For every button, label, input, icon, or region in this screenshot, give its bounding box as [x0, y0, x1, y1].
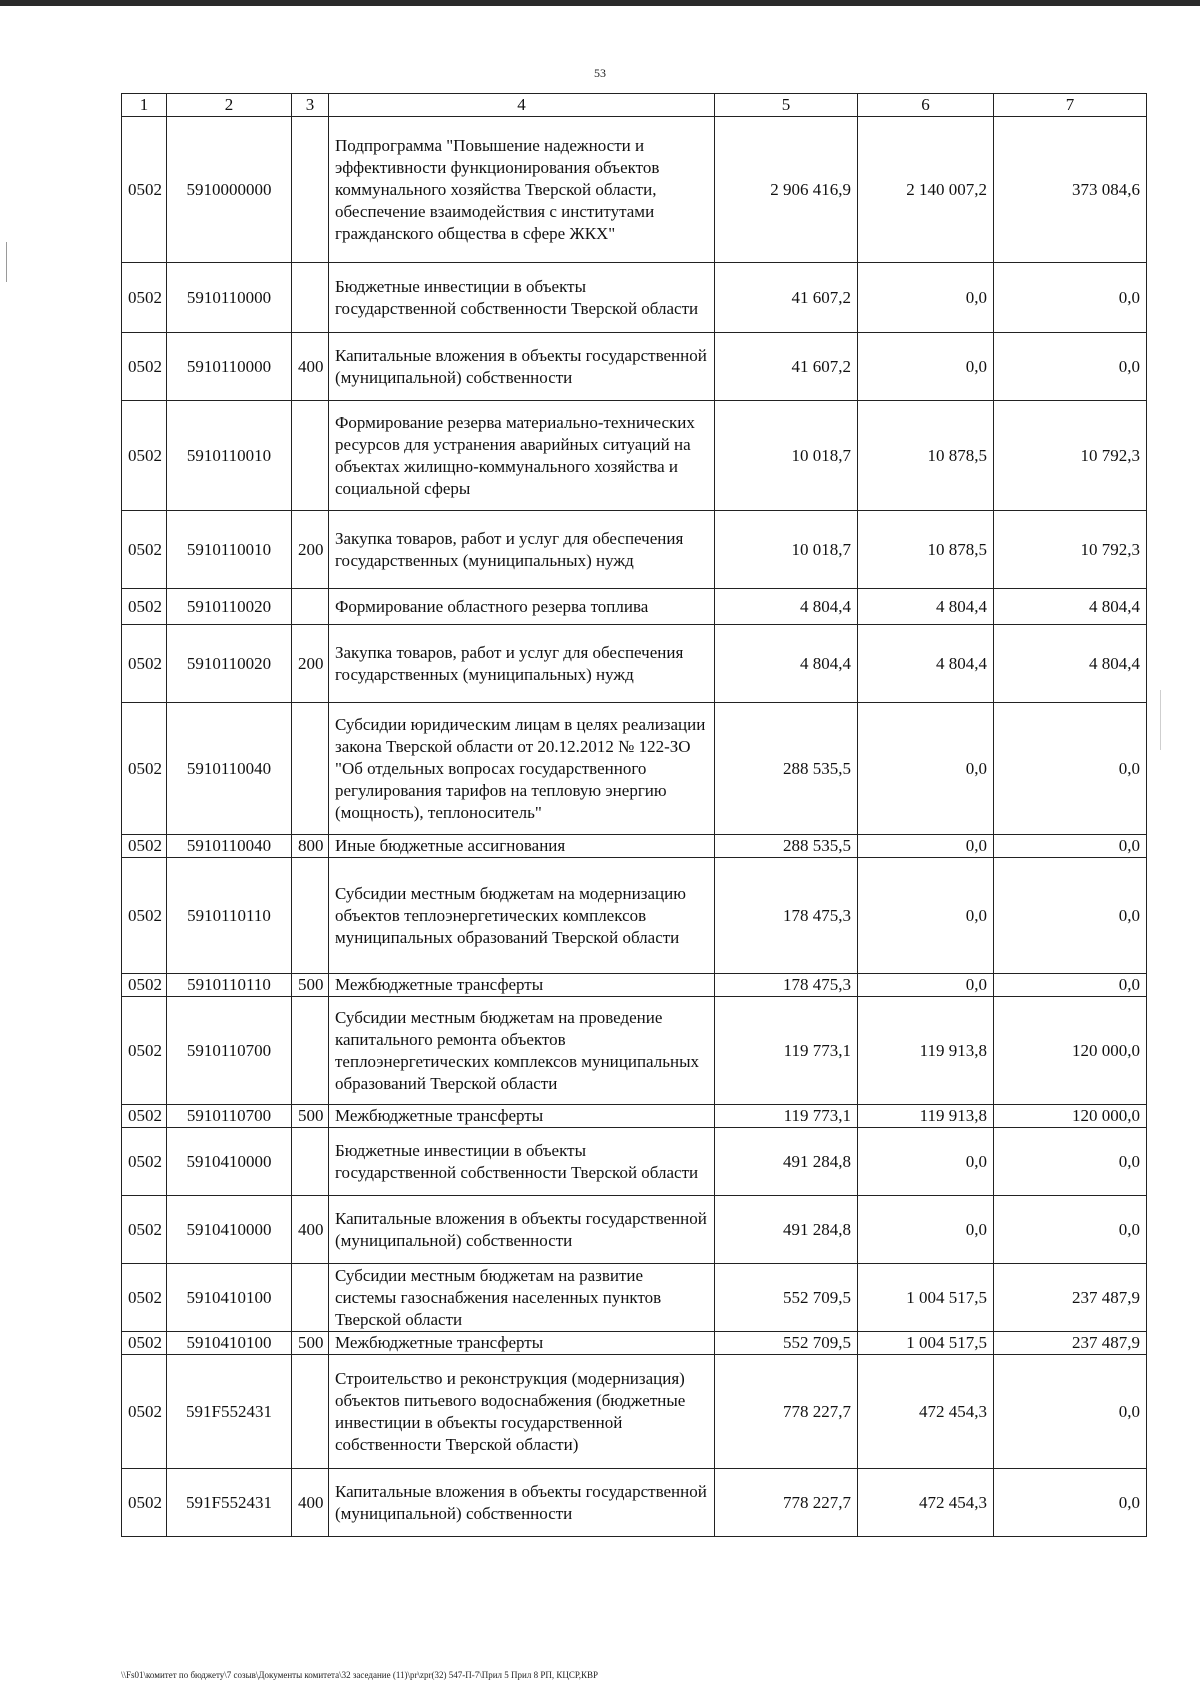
section-cell: 0502: [122, 835, 167, 858]
name-cell: Закупка товаров, работ и услуг для обеспечения государственных (муниципальных) нужд: [329, 511, 715, 589]
value-col7-cell: 0,0: [994, 1355, 1147, 1469]
code-cell: 5910110020: [167, 625, 292, 703]
name-cell: Межбюджетные трансферты: [329, 974, 715, 997]
value-col5-cell: 552 709,5: [715, 1332, 858, 1355]
code-cell: 5910110000: [167, 263, 292, 333]
expense-type-cell: 200: [292, 625, 329, 703]
table-row: [122, 117, 1147, 263]
name-cell: Субсидии местным бюджетам на модернизацию объектов теплоэнергетических комплексов муниципальных образований Тверской области: [329, 858, 715, 974]
header-col-2: 2: [167, 94, 292, 117]
expense-type-cell: [292, 1128, 329, 1196]
name-cell: Бюджетные инвестиции в объекты государственной собственности Тверской области: [329, 1128, 715, 1196]
name-cell: Иные бюджетные ассигнования: [329, 835, 715, 858]
value-col5-cell: 10 018,7: [715, 511, 858, 589]
section-cell: 0502: [122, 1332, 167, 1355]
expense-type-cell: [292, 1355, 329, 1469]
header-col-4: 4: [329, 94, 715, 117]
section-cell: 0502: [122, 1128, 167, 1196]
section-cell: 0502: [122, 625, 167, 703]
name-cell: Межбюджетные трансферты: [329, 1105, 715, 1128]
code-cell: 5910110700: [167, 997, 292, 1105]
code-cell: 5910110040: [167, 835, 292, 858]
value-col6-cell: 10 878,5: [858, 511, 994, 589]
expense-type-cell: [292, 263, 329, 333]
expense-type-cell: [292, 703, 329, 835]
expense-type-cell: 400: [292, 1469, 329, 1537]
value-col5-cell: 178 475,3: [715, 858, 858, 974]
value-col7-cell: 120 000,0: [994, 997, 1147, 1105]
section-cell: 0502: [122, 511, 167, 589]
table-row: [122, 1128, 1147, 1196]
name-cell: Субсидии юридическим лицам в целях реализации закона Тверской области от 20.12.2012 № 122-ЗО "Об отдельных вопросах государственного регулирования тарифов на тепловую энергию (мощность), теплоноситель": [329, 703, 715, 835]
code-cell: 591F552431: [167, 1355, 292, 1469]
value-col6-cell: 119 913,8: [858, 997, 994, 1105]
table-row: [122, 835, 1147, 858]
name-cell: Закупка товаров, работ и услуг для обеспечения государственных (муниципальных) нужд: [329, 625, 715, 703]
section-cell: 0502: [122, 333, 167, 401]
table-row: [122, 511, 1147, 589]
expense-type-cell: [292, 589, 329, 625]
value-col7-cell: 4 804,4: [994, 589, 1147, 625]
value-col5-cell: 41 607,2: [715, 263, 858, 333]
expense-type-cell: [292, 117, 329, 263]
table-row: [122, 1332, 1147, 1355]
table-row: [122, 333, 1147, 401]
section-cell: 0502: [122, 263, 167, 333]
value-col6-cell: 0,0: [858, 858, 994, 974]
section-cell: 0502: [122, 858, 167, 974]
table-row: [122, 589, 1147, 625]
value-col6-cell: 0,0: [858, 1128, 994, 1196]
expense-type-cell: 400: [292, 1196, 329, 1264]
header-col-3: 3: [292, 94, 329, 117]
table-row: [122, 1105, 1147, 1128]
code-cell: 591F552431: [167, 1469, 292, 1537]
scan-top-border: [0, 0, 1200, 6]
value-col7-cell: 0,0: [994, 1196, 1147, 1264]
value-col6-cell: 1 004 517,5: [858, 1332, 994, 1355]
scan-artifact-right: [1160, 690, 1161, 750]
table-row: [122, 1196, 1147, 1264]
expense-type-cell: 500: [292, 974, 329, 997]
table-row: [122, 1264, 1147, 1332]
table-row: [122, 858, 1147, 974]
value-col7-cell: 0,0: [994, 858, 1147, 974]
header-col-1: 1: [122, 94, 167, 117]
section-cell: 0502: [122, 589, 167, 625]
expense-type-cell: 200: [292, 511, 329, 589]
value-col5-cell: 778 227,7: [715, 1469, 858, 1537]
value-col6-cell: 472 454,3: [858, 1469, 994, 1537]
code-cell: 5910110110: [167, 974, 292, 997]
value-col7-cell: 0,0: [994, 835, 1147, 858]
name-cell: Капитальные вложения в объекты государственной (муниципальной) собственности: [329, 333, 715, 401]
expense-type-cell: [292, 1264, 329, 1332]
code-cell: 5910110010: [167, 401, 292, 511]
section-cell: 0502: [122, 1355, 167, 1469]
value-col5-cell: 41 607,2: [715, 333, 858, 401]
section-cell: 0502: [122, 703, 167, 835]
code-cell: 5910110010: [167, 511, 292, 589]
value-col6-cell: 0,0: [858, 835, 994, 858]
name-cell: Капитальные вложения в объекты государственной (муниципальной) собственности: [329, 1469, 715, 1537]
name-cell: Межбюджетные трансферты: [329, 1332, 715, 1355]
value-col6-cell: 2 140 007,2: [858, 117, 994, 263]
value-col7-cell: 4 804,4: [994, 625, 1147, 703]
value-col7-cell: 0,0: [994, 703, 1147, 835]
expense-type-cell: [292, 858, 329, 974]
table-row: [122, 997, 1147, 1105]
name-cell: Субсидии местным бюджетам на проведение капитального ремонта объектов теплоэнергетических комплексов муниципальных образований Тверской области: [329, 997, 715, 1105]
code-cell: 5910410000: [167, 1128, 292, 1196]
value-col7-cell: 0,0: [994, 333, 1147, 401]
expense-type-cell: [292, 997, 329, 1105]
expense-type-cell: 500: [292, 1105, 329, 1128]
code-cell: 5910110000: [167, 333, 292, 401]
page-number: 53: [594, 66, 606, 80]
expense-type-cell: 500: [292, 1332, 329, 1355]
section-cell: 0502: [122, 401, 167, 511]
code-cell: 5910410100: [167, 1264, 292, 1332]
name-cell: Формирование резерва материально-технических ресурсов для устранения аварийных ситуаций на объектах жилищно-коммунального хозяйства и социальной сферы: [329, 401, 715, 511]
section-cell: 0502: [122, 997, 167, 1105]
header-col-5: 5: [715, 94, 858, 117]
value-col6-cell: 0,0: [858, 974, 994, 997]
name-cell: Подпрограмма "Повышение надежности и эффективности функционирования объектов коммунального хозяйства Тверской области, обеспечение взаимодействия с институтами гражданского общества в сфере ЖКХ": [329, 117, 715, 263]
header-col-7: 7: [994, 94, 1147, 117]
value-col5-cell: 778 227,7: [715, 1355, 858, 1469]
value-col5-cell: 119 773,1: [715, 997, 858, 1105]
table-row: [122, 401, 1147, 511]
value-col7-cell: 237 487,9: [994, 1332, 1147, 1355]
value-col7-cell: 10 792,3: [994, 511, 1147, 589]
value-col6-cell: 4 804,4: [858, 589, 994, 625]
value-col6-cell: 0,0: [858, 333, 994, 401]
value-col7-cell: 10 792,3: [994, 401, 1147, 511]
section-cell: 0502: [122, 1196, 167, 1264]
header-col-6: 6: [858, 94, 994, 117]
section-cell: 0502: [122, 1469, 167, 1537]
value-col7-cell: 0,0: [994, 974, 1147, 997]
value-col5-cell: 288 535,5: [715, 835, 858, 858]
value-col5-cell: 288 535,5: [715, 703, 858, 835]
value-col5-cell: 178 475,3: [715, 974, 858, 997]
value-col7-cell: 237 487,9: [994, 1264, 1147, 1332]
code-cell: 5910110040: [167, 703, 292, 835]
value-col6-cell: 0,0: [858, 703, 994, 835]
table-row: [122, 703, 1147, 835]
name-cell: Формирование областного резерва топлива: [329, 589, 715, 625]
table-row: [122, 974, 1147, 997]
name-cell: Субсидии местным бюджетам на развитие системы газоснабжения населенных пунктов Тверской области: [329, 1264, 715, 1332]
table-row: [122, 625, 1147, 703]
section-cell: 0502: [122, 117, 167, 263]
value-col7-cell: 120 000,0: [994, 1105, 1147, 1128]
value-col6-cell: 0,0: [858, 263, 994, 333]
name-cell: Бюджетные инвестиции в объекты государственной собственности Тверской области: [329, 263, 715, 333]
value-col7-cell: 0,0: [994, 263, 1147, 333]
value-col6-cell: 0,0: [858, 1196, 994, 1264]
code-cell: 5910110020: [167, 589, 292, 625]
code-cell: 5910000000: [167, 117, 292, 263]
value-col7-cell: 0,0: [994, 1469, 1147, 1537]
code-cell: 5910110700: [167, 1105, 292, 1128]
scan-artifact-left: [6, 242, 7, 282]
value-col5-cell: 4 804,4: [715, 625, 858, 703]
value-col7-cell: 373 084,6: [994, 117, 1147, 263]
name-cell: Капитальные вложения в объекты государственной (муниципальной) собственности: [329, 1196, 715, 1264]
value-col5-cell: 119 773,1: [715, 1105, 858, 1128]
code-cell: 5910110110: [167, 858, 292, 974]
expense-type-cell: 400: [292, 333, 329, 401]
expense-type-cell: [292, 401, 329, 511]
value-col6-cell: 1 004 517,5: [858, 1264, 994, 1332]
table-row: [122, 1469, 1147, 1537]
value-col5-cell: 2 906 416,9: [715, 117, 858, 263]
code-cell: 5910410100: [167, 1332, 292, 1355]
value-col6-cell: 119 913,8: [858, 1105, 994, 1128]
value-col6-cell: 472 454,3: [858, 1355, 994, 1469]
section-cell: 0502: [122, 974, 167, 997]
code-cell: 5910410000: [167, 1196, 292, 1264]
table-row: [122, 1355, 1147, 1469]
value-col7-cell: 0,0: [994, 1128, 1147, 1196]
section-cell: 0502: [122, 1264, 167, 1332]
budget-table: [121, 93, 1147, 1537]
value-col5-cell: 491 284,8: [715, 1128, 858, 1196]
section-cell: 0502: [122, 1105, 167, 1128]
footer-file-path: \\Fs01\комитет по бюджету\7 созыв\Документы комитета\32 заседание (11)\pr\zpr(32) 547-П-7\Прил 5 Прил 8 РП, КЦСР,КВР: [121, 1670, 598, 1680]
value-col5-cell: 552 709,5: [715, 1264, 858, 1332]
name-cell: Строительство и реконструкция (модернизация) объектов питьевого водоснабжения (бюджетные инвестиции в объекты государственной собственности Тверской области): [329, 1355, 715, 1469]
value-col5-cell: 4 804,4: [715, 589, 858, 625]
expense-type-cell: 800: [292, 835, 329, 858]
header-row: [122, 94, 1147, 117]
table-row: [122, 263, 1147, 333]
value-col5-cell: 491 284,8: [715, 1196, 858, 1264]
value-col6-cell: 4 804,4: [858, 625, 994, 703]
value-col5-cell: 10 018,7: [715, 401, 858, 511]
value-col6-cell: 10 878,5: [858, 401, 994, 511]
